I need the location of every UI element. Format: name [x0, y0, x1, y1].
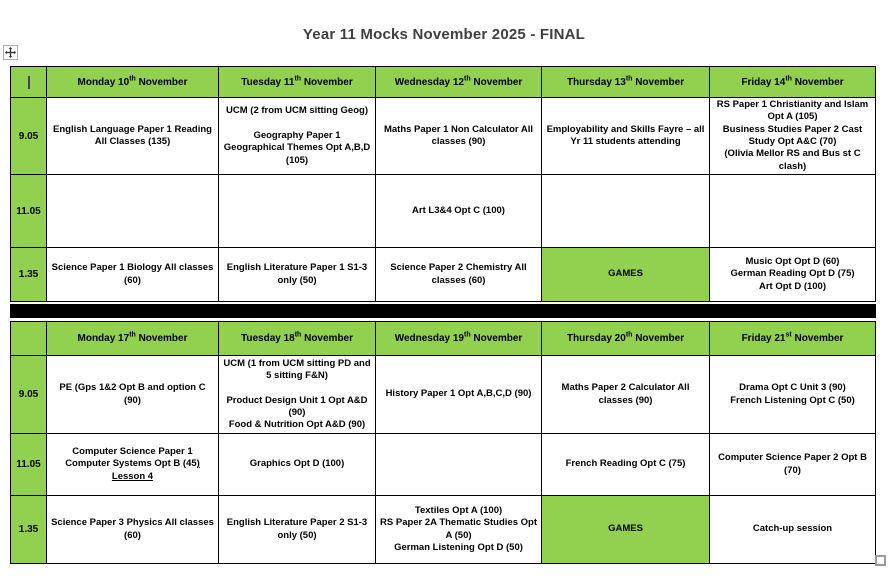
exam-line: Maths Paper 1 Non Calculator All classes (90) — [383, 123, 534, 148]
exam-line: English Literature Paper 2 S1-3 only (50) — [226, 517, 368, 541]
ordinal-suffix: th — [294, 75, 302, 83]
exam-line: English Language Paper 1 Reading All Classes (135) — [53, 123, 212, 148]
time-label[interactable]: 11.05 — [11, 434, 47, 496]
exam-cell[interactable] — [219, 496, 376, 564]
exam-cell[interactable] — [376, 356, 542, 434]
exam-cell[interactable] — [710, 496, 876, 564]
time-label[interactable]: 9.05 — [11, 356, 47, 434]
exam-line: Computer Science Paper 1 Computer Systems Opt B (45) Lesson 4 — [65, 446, 200, 482]
exam-cell[interactable] — [710, 175, 876, 248]
day-header[interactable]: Wednesday 19th November — [376, 322, 542, 356]
day-header[interactable]: Wednesday 12th November — [376, 67, 542, 98]
day-header[interactable]: Thursday 13th November — [542, 67, 710, 98]
time-label[interactable]: 9.05 — [11, 98, 47, 175]
timetable-row — [11, 98, 876, 175]
exam-line: PE (Gps 1&2 Opt B and option C (90) — [59, 382, 206, 406]
exam-line: Graphics Opt D (100) — [249, 458, 345, 470]
exam-cell[interactable] — [219, 98, 376, 175]
exam-cell[interactable] — [376, 98, 542, 175]
exam-cell[interactable] — [376, 434, 542, 496]
time-label[interactable]: 11.05 — [11, 175, 47, 248]
exam-cell[interactable] — [47, 248, 219, 302]
exam-line: Geography Paper 1 Geographical Themes Opt A,B,D (105) — [223, 129, 371, 166]
document-title[interactable]: Year 11 Mocks November 2025 - FINAL — [302, 26, 586, 43]
day-header[interactable]: Friday 21st November — [710, 322, 876, 356]
ordinal-suffix: th — [625, 75, 633, 83]
exam-line: English Literature Paper 1 S1-3 only (50) — [226, 262, 368, 286]
table-resize-handle[interactable] — [875, 555, 886, 566]
exam-cell[interactable] — [542, 434, 710, 496]
ordinal-suffix: th — [129, 75, 136, 83]
exam-cell[interactable] — [47, 356, 219, 434]
exam-line: RS Paper 2A Thematic Studies Opt A (50) — [380, 517, 537, 541]
exam-cell[interactable] — [710, 356, 876, 434]
exam-cell[interactable] — [376, 248, 542, 302]
timetable-row — [11, 175, 876, 248]
table-move-handle[interactable] — [3, 45, 18, 60]
exam-line: Art L3&4 Opt C (100) — [412, 204, 505, 216]
ordinal-suffix: st — [785, 331, 792, 339]
exam-line: Business Studies Paper 2 Cast Study Opt A&C (70) — [722, 123, 863, 148]
exam-cell[interactable] — [47, 496, 219, 564]
day-header[interactable]: Thursday 20th November — [542, 322, 710, 356]
timetable-row — [11, 496, 876, 564]
exam-line: Product Design Unit 1 Opt A&D (90) — [226, 394, 368, 418]
timetable-row — [11, 434, 876, 496]
exam-line: French Reading Opt C (75) — [565, 458, 686, 470]
exam-line: GAMES — [608, 523, 643, 535]
time-column-header[interactable] — [11, 322, 47, 356]
exam-cell[interactable] — [710, 98, 876, 175]
exam-line: History Paper 1 Opt A,B,C,D (90) — [385, 388, 532, 400]
exam-cell[interactable] — [219, 175, 376, 248]
day-header[interactable]: Monday 10th November — [47, 67, 219, 98]
time-label[interactable]: 1.35 — [11, 248, 47, 302]
exam-line: Drama Opt C Unit 3 (90) — [739, 382, 846, 394]
exam-cell[interactable] — [542, 356, 710, 434]
text-cursor — [28, 76, 30, 89]
exam-line — [222, 118, 372, 130]
exam-cell[interactable] — [710, 434, 876, 496]
exam-line: Art Opt D (100) — [758, 280, 827, 292]
ordinal-suffix: th — [785, 75, 792, 83]
ordinal-suffix: th — [464, 331, 471, 339]
exam-line: Maths Paper 2 Calculator All classes (90) — [561, 382, 690, 406]
exam-line: German Listening Opt D (50) — [394, 541, 523, 553]
timetable-row — [11, 356, 876, 434]
week-2-table — [10, 321, 876, 564]
time-label[interactable]: 1.35 — [11, 496, 47, 564]
exam-cell[interactable] — [47, 98, 219, 175]
four-way-arrow-icon — [5, 47, 16, 58]
ordinal-suffix: th — [464, 75, 471, 83]
exam-line: Textiles Opt A (100) — [414, 504, 503, 516]
ordinal-suffix: th — [625, 331, 633, 339]
games-cell[interactable] — [542, 248, 710, 302]
exam-line: (Olivia Mellor RS and Bus st C clash) — [724, 148, 861, 172]
exam-cell[interactable] — [376, 496, 542, 564]
exam-cell[interactable] — [542, 175, 710, 248]
ordinal-suffix: th — [294, 331, 302, 339]
week-1-table — [10, 66, 876, 302]
exam-cell[interactable] — [47, 175, 219, 248]
exam-line: Employability and Skills Fayre – all Yr 11 students attending — [546, 123, 705, 148]
exam-cell[interactable] — [47, 434, 219, 496]
exam-line: Science Paper 1 Biology All classes (60) — [51, 262, 214, 286]
exam-line: UCM (1 from UCM sitting PD and 5 sitting F&N) — [223, 357, 371, 381]
day-header[interactable]: Tuesday 18th November — [219, 322, 376, 356]
exam-cell[interactable] — [219, 356, 376, 434]
exam-cell[interactable] — [542, 98, 710, 175]
exam-line — [222, 382, 372, 394]
exam-cell[interactable] — [710, 248, 876, 302]
exam-cell[interactable] — [219, 434, 376, 496]
games-cell[interactable] — [542, 496, 710, 564]
exam-line: Food & Nutrition Opt A&D (90) — [228, 419, 366, 431]
time-column-header[interactable] — [11, 67, 47, 98]
exam-line: GAMES — [608, 268, 643, 280]
exam-line: Music Opt Opt D (60) — [745, 256, 840, 268]
exam-line: RS Paper 1 Christianity and Islam Opt A (105) — [716, 99, 869, 123]
ordinal-suffix: th — [129, 331, 136, 339]
exam-line: German Reading Opt D (75) — [730, 268, 855, 280]
exam-line: Science Paper 2 Chemistry All classes (60) — [390, 262, 527, 286]
exam-line: Science Paper 3 Physics All classes (60) — [51, 517, 214, 541]
timetable — [10, 66, 876, 564]
exam-cell[interactable] — [376, 175, 542, 248]
day-header[interactable]: Tuesday 11th November — [219, 67, 376, 98]
exam-line: UCM (2 from UCM sitting Geog) — [226, 105, 368, 117]
day-header[interactable]: Monday 17th November — [47, 322, 219, 356]
week-separator-bar — [10, 304, 876, 318]
day-header[interactable]: Friday 14th November — [710, 67, 876, 98]
exam-line: Computer Science Paper 2 Opt B (70) — [718, 452, 867, 476]
timetable-row — [11, 248, 876, 302]
exam-line: French Listening Opt C (50) — [730, 394, 855, 406]
exam-cell[interactable] — [219, 248, 376, 302]
exam-line: Catch-up session — [752, 523, 833, 535]
